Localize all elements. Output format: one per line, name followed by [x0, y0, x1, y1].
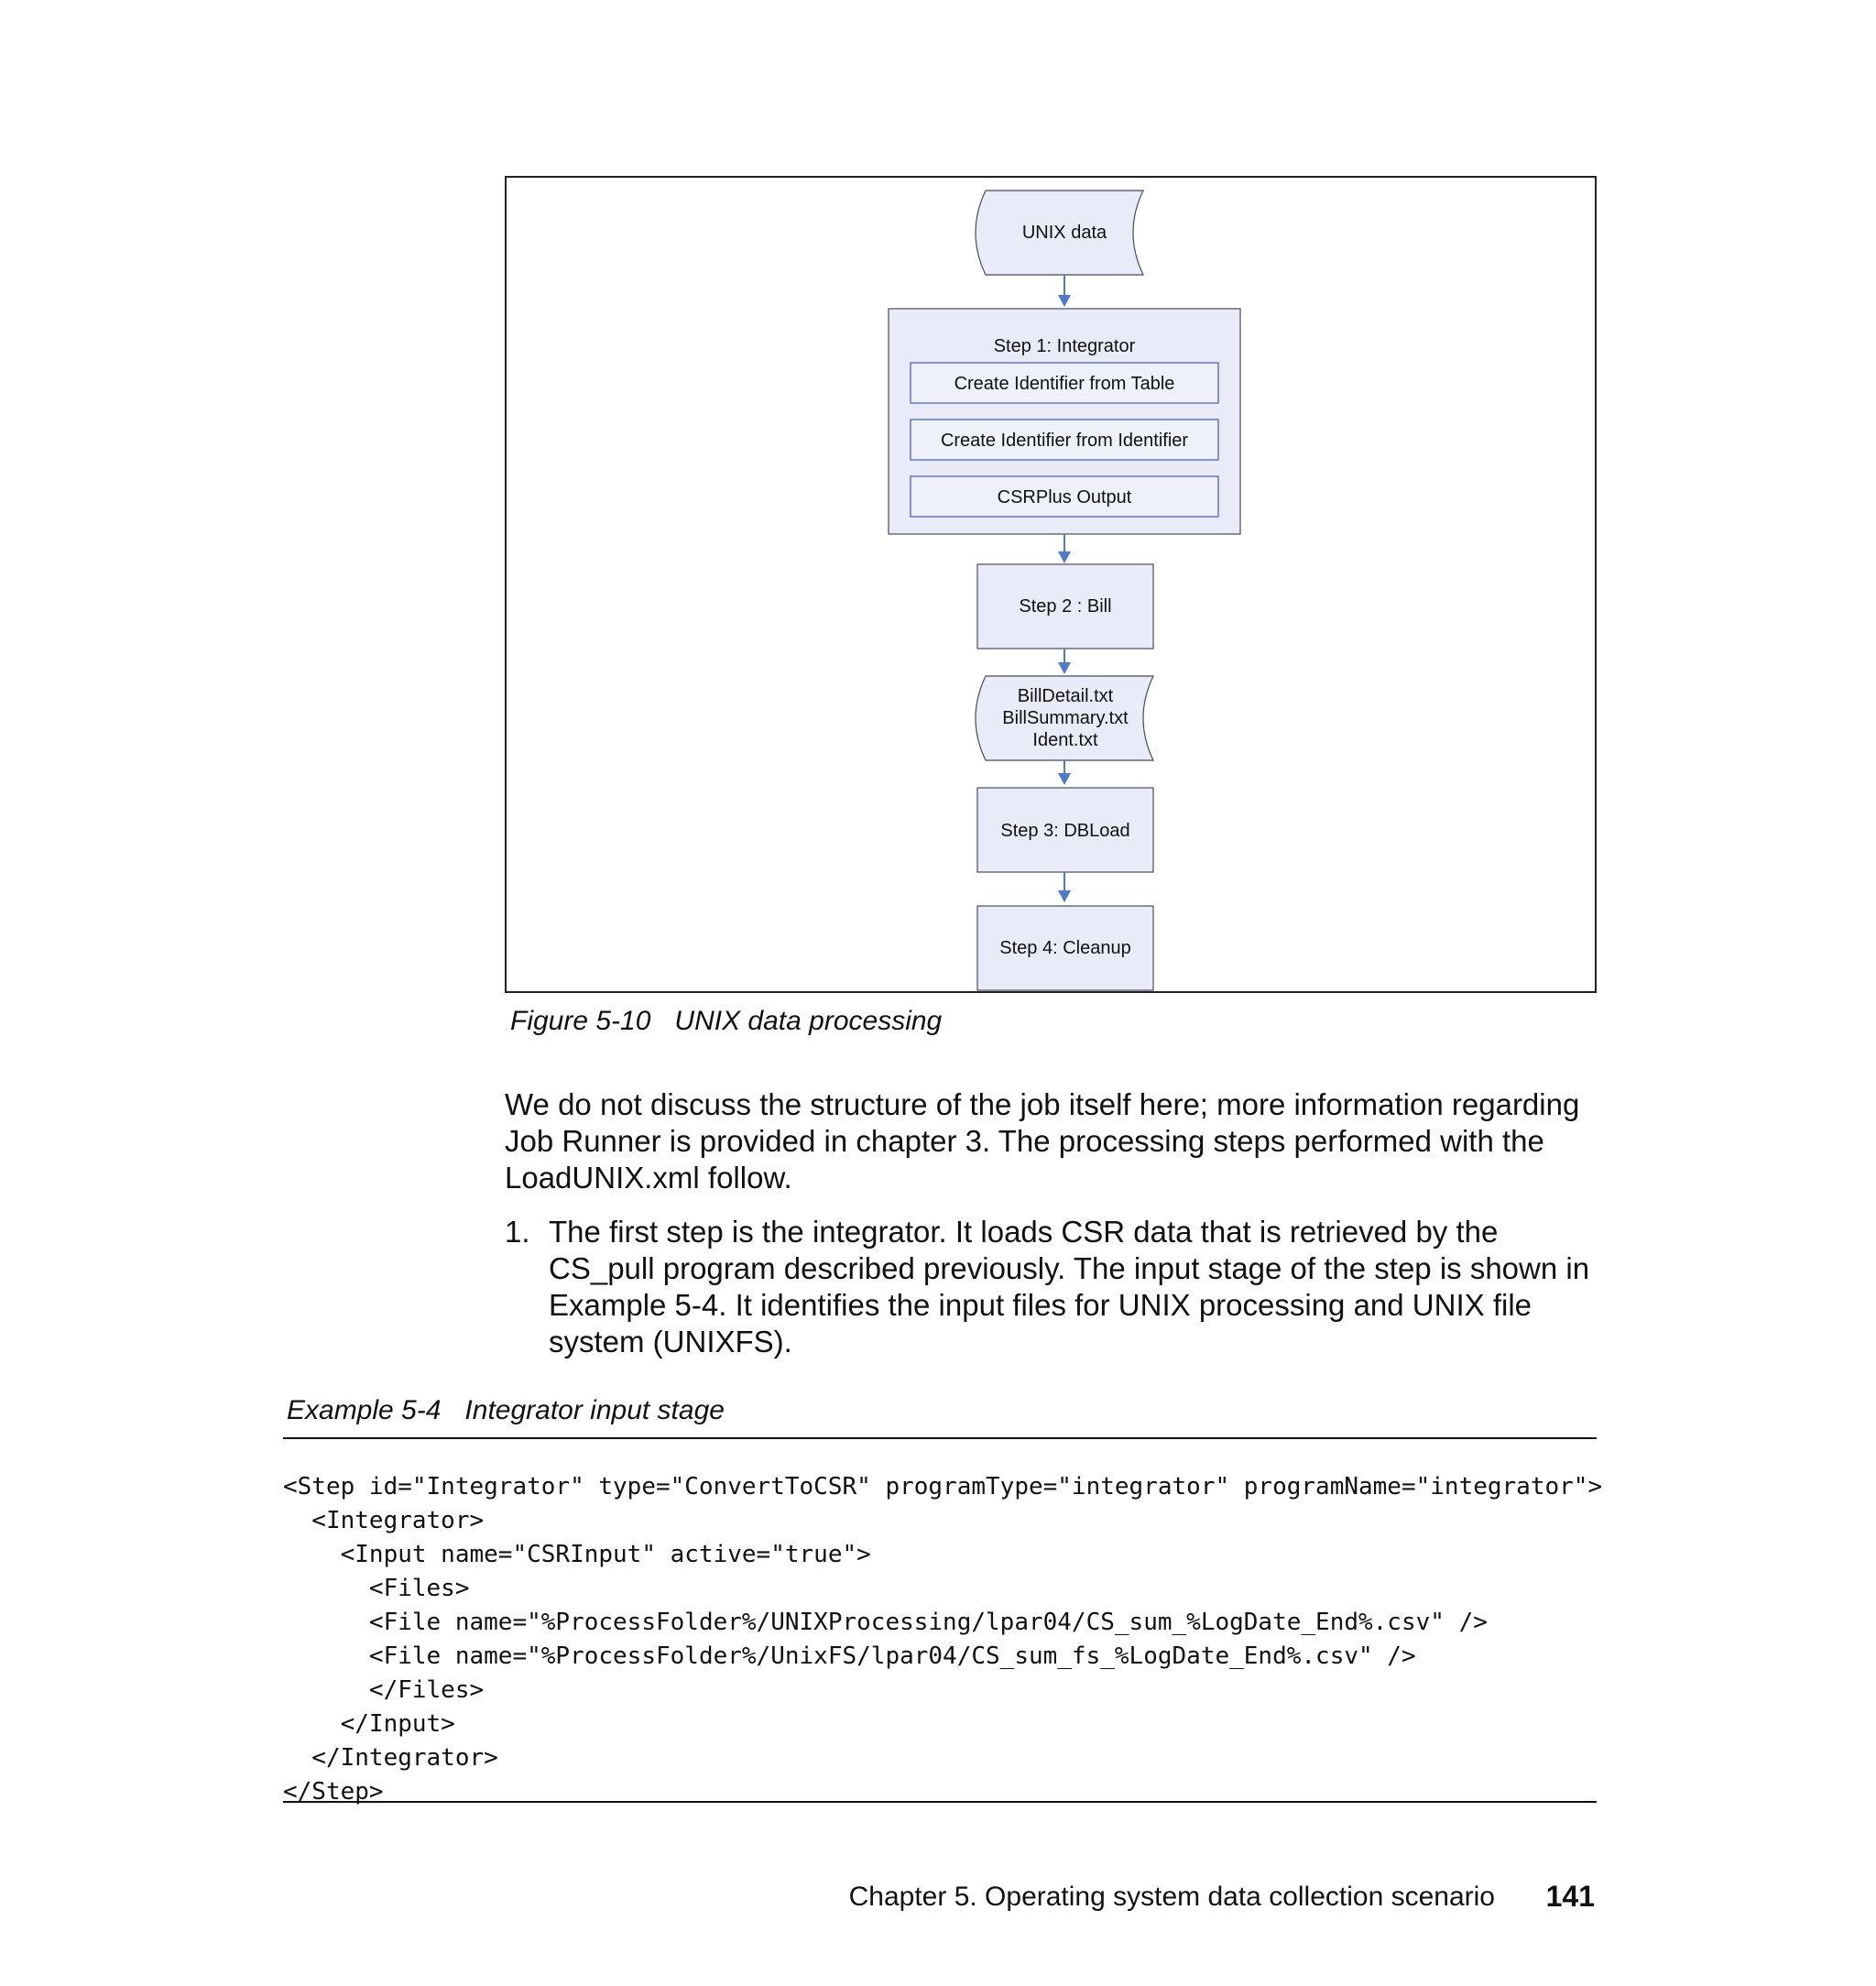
code-line: <File name="%ProcessFolder%/UNIXProcessing/lpar04/CS_sum_%LogDate_End%.csv" />: [283, 1609, 1488, 1636]
footer-chapter: Chapter 5. Operating system data collection scenario: [848, 1882, 1495, 1912]
arrow-head: [1058, 295, 1071, 307]
code-line: <Files>: [283, 1575, 470, 1602]
arrow-head: [1058, 551, 1071, 563]
body-paragraph: We do not discuss the structure of the job itself here; more information regarding Job Runner is provided in chapter 3. The processing steps performed with the LoadUNIX.xml follow.: [505, 1087, 1580, 1195]
figure-number: Figure 5-10: [510, 1006, 651, 1036]
code-line: <Step id="Integrator" type="ConvertToCSR" programType="integrator" programName="integrator">: [283, 1473, 1603, 1500]
figure-caption: [510, 1006, 942, 1037]
code-line: </Files>: [283, 1676, 485, 1704]
figure-title: UNIX data processing: [674, 1006, 943, 1036]
step1-subbox-label: Create Identifier from Table: [954, 374, 1175, 394]
code-line: <Integrator>: [283, 1507, 485, 1534]
arrow-head: [1058, 773, 1071, 785]
step3-label: Step 3: DBLoad: [1000, 821, 1130, 841]
arrow-head: [1058, 662, 1071, 674]
code-line: <Input name="CSRInput" active="true">: [283, 1541, 871, 1568]
code-line: </Integrator>: [283, 1744, 498, 1772]
code-bottom-rule: [283, 1801, 1597, 1803]
example-title: Integrator input stage: [464, 1395, 725, 1425]
list-marker: 1.: [505, 1215, 530, 1249]
code-line: </Input>: [283, 1710, 455, 1738]
example-number: Example 5-4: [287, 1395, 442, 1425]
step1-subbox-label: Create Identifier from Identifier: [940, 431, 1189, 451]
step4-label: Step 4: Cleanup: [999, 938, 1131, 958]
step2-label: Step 2 : Bill: [1019, 596, 1112, 617]
code-line: </Step>: [283, 1778, 384, 1806]
file-label: Ident.txt: [1032, 730, 1098, 750]
file-label: BillDetail.txt: [1017, 686, 1114, 706]
code-block: [283, 1436, 1603, 1843]
page-number: 141: [1545, 1880, 1595, 1913]
unix-data-label: UNIX data: [1021, 223, 1107, 243]
list-item: [505, 1214, 1604, 1360]
list-item-text: The first step is the integrator. It loads CSR data that is retrieved by the CS_pull program described previously. The input stage of the step is shown in Example 5-4. It identifies the input files for UNIX processing and UNIX file system (UNIXFS).: [549, 1215, 1590, 1359]
example-caption: [287, 1395, 725, 1426]
step1-subbox-label: CSRPlus Output: [997, 487, 1132, 507]
code-line: <File name="%ProcessFolder%/UnixFS/lpar04/CS_sum_fs_%LogDate_End%.csv" />: [283, 1642, 1416, 1670]
file-label: BillSummary.txt: [1002, 708, 1129, 728]
arrow-head: [1058, 890, 1071, 902]
step1-title: Step 1: Integrator: [993, 336, 1136, 356]
